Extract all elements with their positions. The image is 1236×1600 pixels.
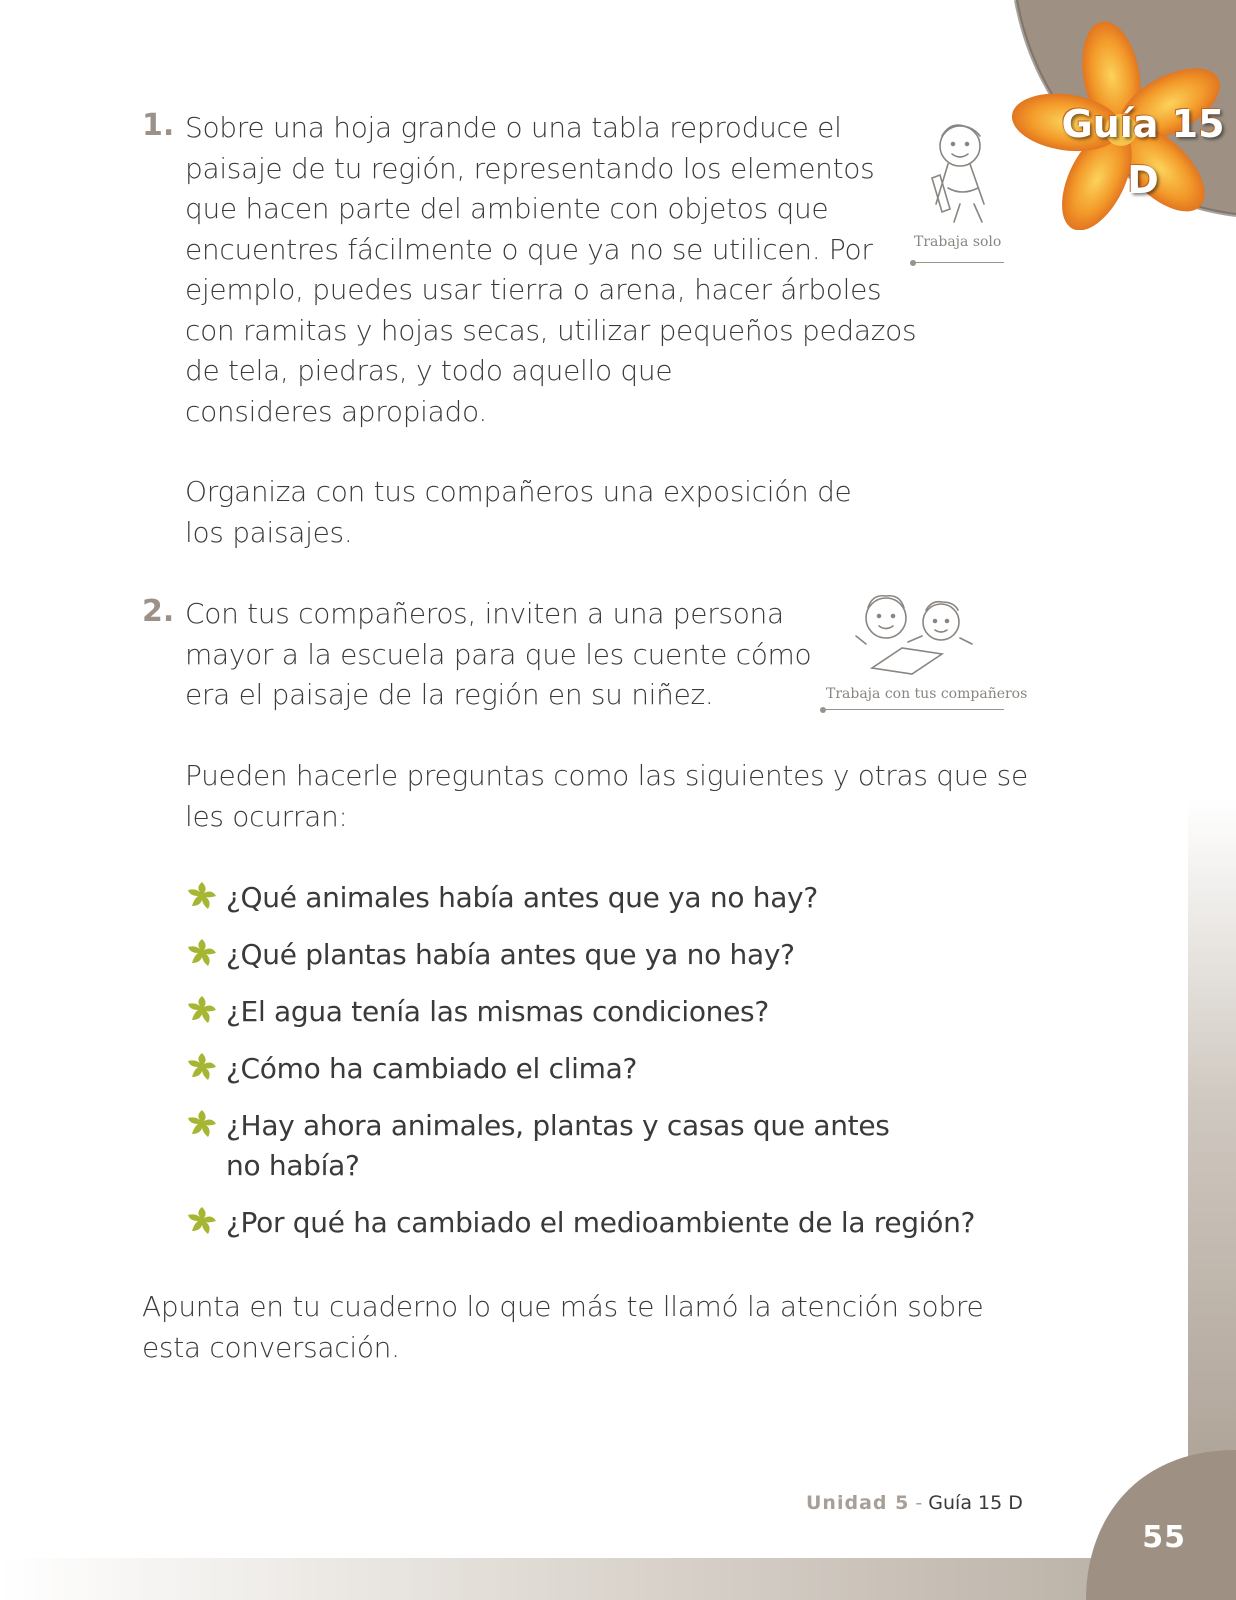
footer-unit: Unidad 5 (806, 1492, 910, 1514)
question-item: ¿Cómo ha cambiado el clima? (226, 1052, 638, 1085)
text-line: Organiza con tus compañeros una exposición de (185, 475, 852, 508)
text-line: Pueden hacerle preguntas como las siguientes y otras que se (185, 759, 1028, 792)
closing-paragraph (142, 1287, 983, 1368)
right-edge-band (1188, 800, 1236, 1560)
working-alone-child-icon (912, 118, 1002, 228)
text-line: paisaje de tu región, representando los elementos (185, 151, 875, 185)
page-number: 55 (1142, 1520, 1186, 1555)
footer-reference (806, 1492, 1023, 1514)
badge-underline (824, 709, 1004, 710)
text-line: de tela, piedras, y todo aquello que (185, 354, 673, 387)
text-line: Sobre una hoja grande o una tabla reproduce el (185, 111, 842, 144)
badge-line-dot (820, 707, 826, 713)
text-line: ejemplo, puedes usar tierra o arena, hacer árboles (185, 273, 882, 306)
guide-label (1048, 96, 1236, 208)
text-line: Con tus compañeros, inviten a una persona (185, 597, 784, 630)
text-line: que hacen parte del ambiente con objetos que (185, 192, 829, 225)
text-line: los paisajes. (185, 515, 353, 549)
leaf-bullet-icon (186, 1205, 218, 1237)
leaf-bullet-icon (186, 1108, 218, 1140)
activity-1-paragraph-2 (185, 472, 852, 553)
text-line: era el paisaje de la región en su niñez. (185, 678, 714, 711)
activity-1-number: 1. (142, 108, 175, 143)
leaf-bullet-icon (186, 937, 218, 969)
footer-guide: Guía 15 D (928, 1492, 1023, 1514)
leaf-bullet-icon (186, 994, 218, 1026)
question-item: ¿Por qué ha cambiado el medioambiente de la región? (226, 1206, 976, 1239)
question-line: ¿Hay ahora animales, plantas y casas que antes (226, 1109, 890, 1142)
bottom-edge-band (0, 1558, 1236, 1600)
text-line: esta conversación. (142, 1330, 400, 1364)
question-item: ¿Qué plantas había antes que ya no hay? (226, 938, 795, 971)
footer-separator: - (915, 1492, 923, 1514)
text-line: les ocurran: (185, 799, 348, 833)
text-line: Apunta en tu cuaderno lo que más te llamó la atención sobre (142, 1290, 984, 1323)
question-item (226, 1106, 890, 1186)
group-work-children-icon (846, 588, 986, 676)
badge-underline (914, 262, 1004, 263)
question-line: no había? (226, 1149, 360, 1182)
activity-2-text (185, 594, 811, 716)
text-line: encuentres fácilmente o que ya no se utilicen. Por (185, 232, 873, 266)
badge-work-with-classmates: Trabaja con tus compañeros (826, 686, 1028, 702)
badge-work-alone: Trabaja solo (914, 234, 1002, 250)
question-item: ¿Qué animales había antes que ya no hay? (226, 881, 818, 914)
badge-line-dot (910, 260, 916, 266)
activity-2-intro (185, 756, 1028, 837)
leaf-bullet-icon (186, 1051, 218, 1083)
leaf-bullet-icon (186, 880, 218, 912)
question-item: ¿El agua tenía las mismas condiciones? (226, 995, 769, 1028)
guide-letter: D (1127, 158, 1159, 202)
text-line: con ramitas y hojas secas, utilizar pequeños pedazos (185, 313, 917, 347)
activity-2-number: 2. (142, 594, 175, 629)
text-line: consideres apropiado. (185, 394, 487, 428)
activity-1-text (185, 108, 916, 432)
text-line: mayor a la escuela para que les cuente cómo (185, 637, 812, 671)
guide-title: Guía 15 (1061, 102, 1225, 146)
